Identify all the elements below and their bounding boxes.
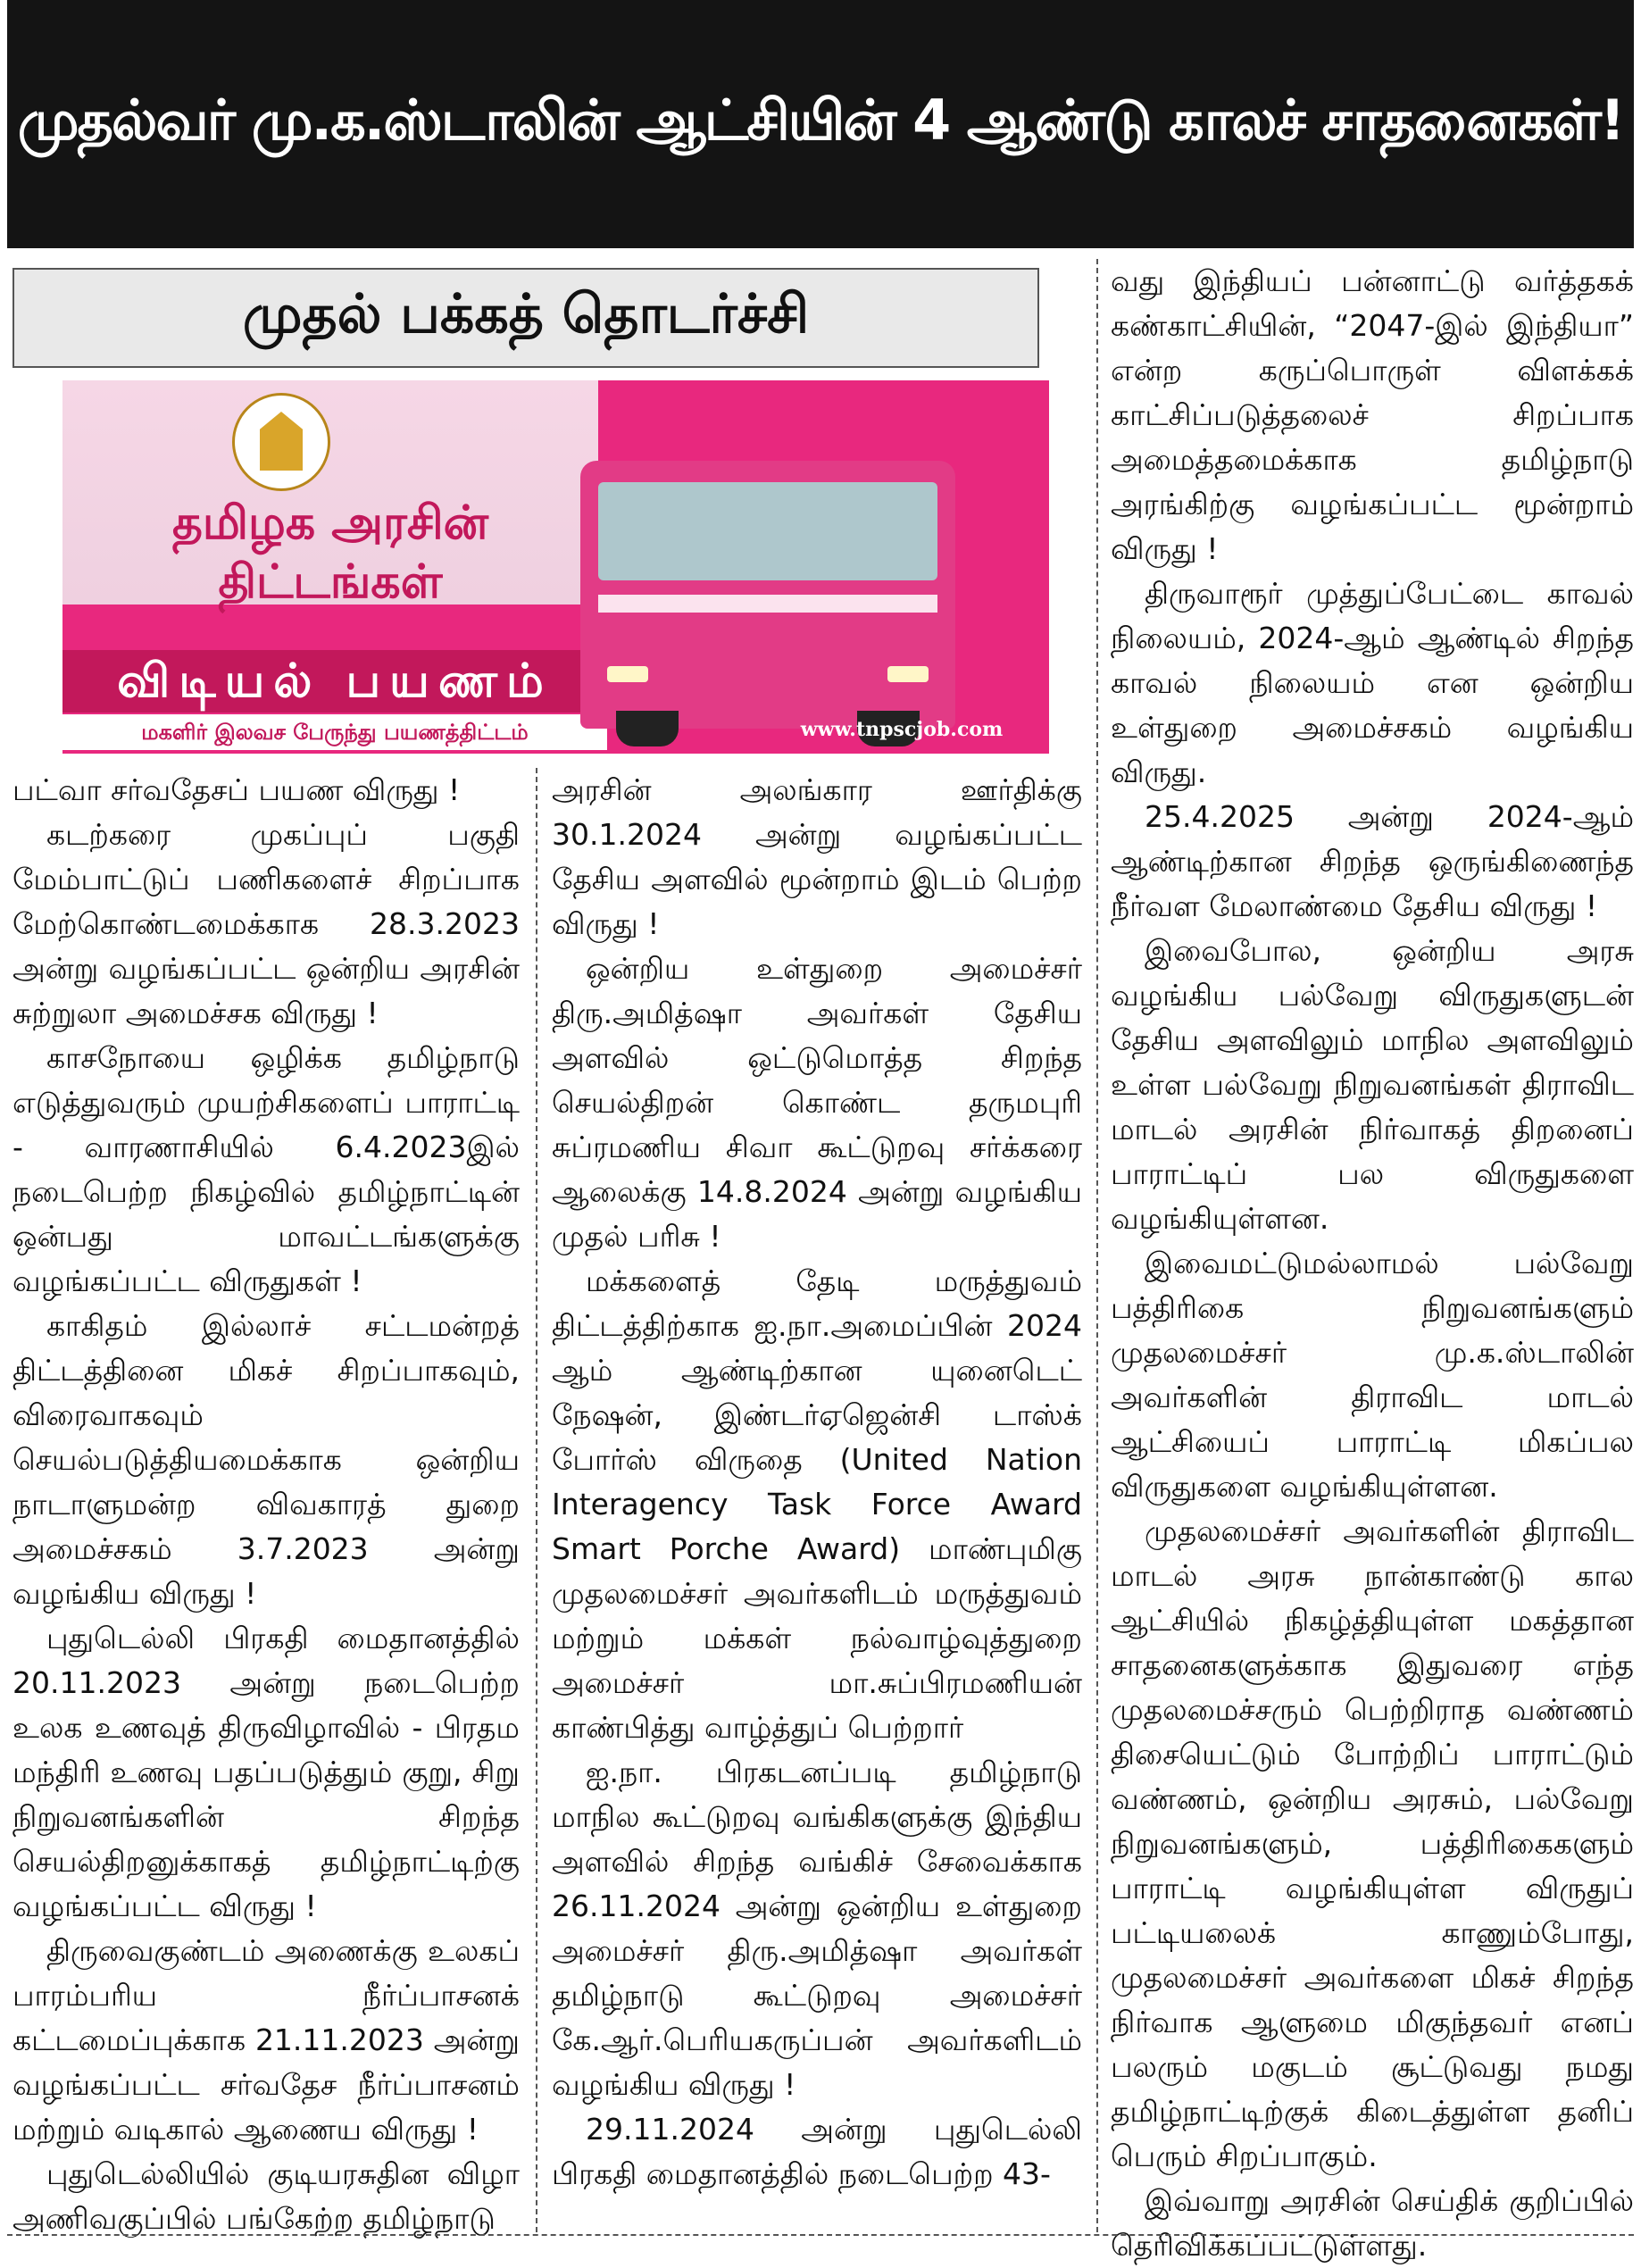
article-paragraph: இவைபோல, ஒன்றிய அரசு வழங்கிய பல்வேறு விருதுகளுடன் தேசிய அளவிலும் மாநில அளவிலும் உள்ள பல்வேறு நிறுவனங்கள் திராவிட மாடல் அரசின் நிர்வாகத் திறனைப் பாராட்டிப் பல விருதுகளை வழங்கியுள்ளன.: [1111, 933, 1634, 1236]
article-paragraph: காசநோயை ஒழிக்க தமிழ்நாடு எடுத்துவரும் முயற்சிகளைப் பாராட்டி - வாரணாசியில் 6.4.2023இல் நடைபெற்ற நிகழ்வில் தமிழ்நாட்டின் ஒன்பது மாவட்டங்களுக்கு வழங்கப்பட்ட விருதுகள் !: [12, 1040, 520, 1298]
article-column-2: [552, 768, 1082, 2225]
promo-text-panel: [62, 380, 598, 754]
article-paragraph: இவ்வாறு அரசின் செய்திக் குறிப்பில் தெரிவிக்கப்பட்டுள்ளது.: [1111, 2183, 1634, 2263]
article-paragraph: 25.4.2025 அன்று 2024-ஆம் ஆண்டிற்கான சிறந்த ஒருங்கிணைந்த நீர்வள மேலாண்மை தேசிய விருது !: [1111, 799, 1634, 923]
article-paragraph: திருவைகுண்டம் அணைக்கு உலகப் பாரம்பரிய நீர்ப்பாசனக் கட்டமைப்புக்காக 21.11.2023 அன்று வழங்கப்பட்ட சர்வதேச நீர்ப்பாசனம் மற்றும் வடிகால் ஆணைய விருது !: [12, 1933, 520, 2147]
article-paragraph: வது இந்தியப் பன்னாட்டு வர்த்தகக் கண்காட்சியின், “2047-இல் இந்தியா” என்ற கருப்பொருள் விளக்கக் காட்சிப்படுத்தலைச் சிறப்பாக அமைத்தமைக்காக தமிழ்நாடு அரங்கிற்கு வழங்கப்பட்ட மூன்றாம் விருது !: [1111, 263, 1634, 566]
article-paragraph: இவைமட்டுமல்லாமல் பல்வேறு பத்திரிகை நிறுவனங்களும் முதலமைச்சர் மு.க.ஸ்டாலின் அவர்களின் திராவிட மாடல் ஆட்சியைப் பாராட்டி மிகப்பல விருதுகளை வழங்கியுள்ளன.: [1111, 1246, 1634, 1504]
article-paragraph: புதுடெல்லி பிரகதி மைதானத்தில் 20.11.2023 அன்று நடைபெற்ற உலக உணவுத் திருவிழாவில் - பிரதம மந்திரி உணவு பதப்படுத்தும் குறு, சிறு நிறுவனங்களின் சிறந்த செயல்திறனுக்காகத் தமிழ்நாட்டிற்கு வழங்கப்பட்ட விருது !: [12, 1621, 520, 1923]
article-column-3: [1111, 259, 1634, 2263]
promo-scheme-name: விடியல் பயணம்: [62, 650, 607, 713]
headline-banner: [7, 0, 1634, 248]
article-paragraph: 29.11.2024 அன்று புதுடெல்லி பிரகதி மைதானத்தில் நடைபெற்ற 43-: [552, 2112, 1082, 2191]
article-paragraph: அரசின் அலங்கார ஊர்திக்கு 30.1.2024 அன்று வழங்கப்பட்ட தேசிய அளவில் மூன்றாம் இடம் பெற்ற விருது !: [552, 772, 1082, 941]
continuation-heading-text: முதல் பக்கத் தொடர்ச்சி: [242, 283, 810, 346]
column-divider: [536, 768, 537, 2232]
promo-line-1: தமிழக அரசின்: [171, 496, 489, 550]
pink-bus-illustration: [580, 461, 955, 729]
page-bottom-rule: [7, 2234, 1634, 2236]
promo-tagline: மகளிர் இலவச பேருந்து பயணத்திட்டம்: [62, 714, 607, 750]
article-paragraph: புதுடெல்லியில் குடியரசுதின விழா அணிவகுப்பில் பங்கேற்ற தமிழ்நாடு: [12, 2156, 520, 2236]
article-paragraph: ஐ.நா. பிரகடனப்படி தமிழ்நாடு மாநில கூட்டுறவு வங்கிகளுக்கு இந்திய அளவில் சிறந்த வங்கிச் சேவைக்காக 26.11.2024 அன்று ஒன்றிய உள்துறை அமைச்சர் திரு.அமித்ஷா அவர்கள் தமிழ்நாடு கூட்டுறவு அமைச்சர் கே.ஆர்.பெரியகருப்பன் அவர்களிடம் வழங்கிய விருது !: [552, 1755, 1082, 2102]
article-paragraph: திருவாரூர் முத்துப்பேட்டை காவல் நிலையம், 2024-ஆம் ஆண்டில் சிறந்த காவல் நிலையம் என ஒன்றிய உள்துறை அமைச்சகம் வழங்கிய விருது.: [1111, 576, 1634, 789]
promo-website: www.tnpscjob.com: [800, 718, 1004, 741]
continuation-heading: [12, 268, 1039, 368]
headline-text: முதல்வர் மு.க.ஸ்டாலின் ஆட்சியின் 4 ஆண்டு காலச் சாதனைகள்!: [17, 88, 1624, 153]
article-paragraph: மக்களைத் தேடி மருத்துவம் திட்டத்திற்காக ஐ.நா.அமைப்பின் 2024 ஆம் ஆண்டிற்கான யுனைடெட் நேஷன், இண்டர்ஏஜென்சி டாஸ்க் போர்ஸ் விருதை (United Nation Interagency Task Force Award Smart Porche Award) மாண்புமிகு முதலமைச்சர் அவர்களிடம் மருத்துவம் மற்றும் மக்கள் நல்வாழ்வுத்துறை அமைச்சர் மா.சுப்பிரமணியன் காண்பித்து வாழ்த்துப் பெற்றார்: [552, 1263, 1082, 1745]
promo-line-2: திட்டங்கள்: [218, 555, 443, 609]
article-paragraph: கடற்கரை முகப்புப் பகுதி மேம்பாட்டுப் பணிகளைச் சிறப்பாக மேற்கொண்டமைக்காக 28.3.2023 அன்று வழங்கப்பட்ட ஒன்றிய அரசின் சுற்றுலா அமைச்சக விருது !: [12, 817, 520, 1030]
article-column-1: [12, 768, 520, 2236]
tn-government-emblem: [232, 393, 330, 491]
article-paragraph: காகிதம் இல்லாச் சட்டமன்றத் திட்டத்தினை மிகச் சிறப்பாகவும், விரைவாகவும் செயல்படுத்தியமைக்காக ஒன்றிய நாடாளுமன்ற விவகாரத் துறை அமைச்சகம் 3.7.2023 அன்று வழங்கிய விருது !: [12, 1308, 520, 1611]
article-paragraph: பட்வா சர்வதேசப் பயண விருது !: [12, 772, 461, 807]
column-divider: [1096, 259, 1098, 2232]
article-paragraph: ஒன்றிய உள்துறை அமைச்சர் திரு.அமித்ஷா அவர்கள் தேசிய அளவில் ஒட்டுமொத்த சிறந்த செயல்திறன் கொண்ட தருமபுரி சுப்ரமணிய சிவா கூட்டுறவு சர்க்கரை ஆலைக்கு 14.8.2024 அன்று வழங்கிய முதல் பரிசு !: [552, 951, 1082, 1254]
article-paragraph: முதலமைச்சர் அவர்களின் திராவிட மாடல் அரசு நான்காண்டு கால ஆட்சியில் நிகழ்த்தியுள்ள மகத்தான சாதனைகளுக்காக இதுவரை எந்த முதலமைச்சரும் பெற்றிராத வண்ணம் திசையெட்டும் போற்றிப் பாராட்டும் வண்ணம், ஒன்றிய அரசும், பல்வேறு நிறுவனங்களும், பத்திரிகைகளும் பாராட்டி வழங்கியுள்ள விருதுப் பட்டியலைக் காணும்போது, முதலமைச்சர் அவர்களை மிகச் சிறந்த நிர்வாக ஆளுமை மிகுந்தவர் எனப் பலரும் மகுடம் சூட்டுவது நமது தமிழ்நாட்டிற்குக் கிடைத்துள்ள தனிப் பெரும் சிறப்பாகும்.: [1111, 1513, 1634, 2173]
scheme-promo-image: [62, 380, 1049, 754]
